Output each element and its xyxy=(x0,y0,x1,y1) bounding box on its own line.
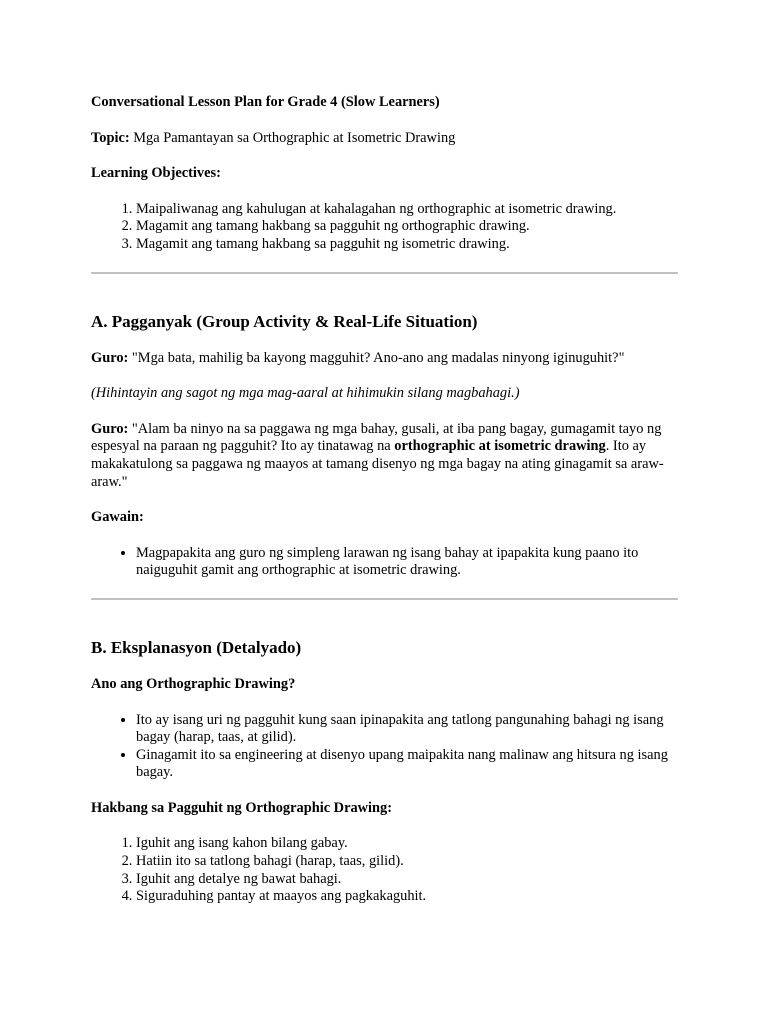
guro-text: "Mga bata, mahilig ba kayong magguhit? Ano-ano ang madalas ninyong iginuguhit?" xyxy=(128,349,625,366)
list-item: 1. Maipaliwanag ang kahulugan at kahalagahan ng orthographic at isometric drawing. xyxy=(136,201,678,219)
list-item: 3. Iguhit ang detalye ng bawat bahagi. xyxy=(136,871,678,889)
section-b-heading: B. Eksplanasyon (Detalyado) xyxy=(91,637,302,657)
guro-text: "Alam ba ninyo na sa paggawa ng mga bahay, gusali, at iba pang bagay, gumagamit tayo ng espesyal na paraan ng pagguhit? Ito ay tinatawag na xyxy=(91,420,662,455)
objectives-heading: Learning Objectives: xyxy=(91,165,221,182)
list-item: • Ito ay isang uri ng pagguhit kung saan ipinapakita ang tatlong pangunahing bahagi ng isang bagay (harap, taas, at gilid). xyxy=(136,712,678,747)
guro-label: Guro: xyxy=(91,349,129,366)
teacher-instruction: (Hihintayin ang sagot ng mga mag-aaral at hihimukin silang magbahagi.) xyxy=(91,385,520,402)
topic-line xyxy=(91,130,678,148)
divider xyxy=(91,598,678,600)
list-item: • Magpapakita ang guro ng simpleng larawan ng isang bahay at ipapakita kung paano ito naiguguhit gamit ang orthographic at isometric drawing. xyxy=(136,545,678,580)
guro-line-1 xyxy=(91,350,678,368)
gawain-heading: Gawain: xyxy=(91,509,144,526)
ortho-list xyxy=(91,712,678,782)
list-item: 3. Magamit ang tamang hakbang sa pagguhit ng isometric drawing. xyxy=(136,236,678,254)
list-item: 2. Hatiin ito sa tatlong bahagi (harap, taas, gilid). xyxy=(136,853,678,871)
topic-label: Topic: xyxy=(91,129,130,146)
guro-label: Guro: xyxy=(91,420,129,437)
section-a-heading: A. Pagganyak (Group Activity & Real-Life Situation) xyxy=(91,311,478,331)
document-title: Conversational Lesson Plan for Grade 4 (Slow Learners) xyxy=(91,94,440,110)
list-item: • Ginagamit ito sa engineering at disenyo upang maipakita nang malinaw ang hitsura ng isang bagay. xyxy=(136,747,678,782)
steps-heading: Hakbang sa Pagguhit ng Orthographic Drawing: xyxy=(91,799,393,816)
guro-text-end: . Ito ay makakatulong sa paggawa ng maayos at tamang disenyo ng mga bagay na ating ginagamit sa araw-araw." xyxy=(91,438,664,490)
topic-text: Mga Pamantayan sa Orthographic at Isometric Drawing xyxy=(129,129,456,146)
list-item: 2. Magamit ang tamang hakbang sa pagguhit ng orthographic drawing. xyxy=(136,218,678,236)
list-item: 4. Siguraduhing pantay at maayos ang pagkakaguhit. xyxy=(136,888,678,906)
steps-list xyxy=(91,835,678,905)
list-item: 1. Iguhit ang isang kahon bilang gabay. xyxy=(136,835,678,853)
ortho-heading: Ano ang Orthographic Drawing? xyxy=(91,675,296,692)
guro-line-2 xyxy=(91,421,678,491)
gawain-list xyxy=(91,545,678,580)
emphasis-text: orthographic at isometric drawing xyxy=(394,438,606,455)
divider xyxy=(91,272,678,274)
objectives-list xyxy=(91,201,678,254)
